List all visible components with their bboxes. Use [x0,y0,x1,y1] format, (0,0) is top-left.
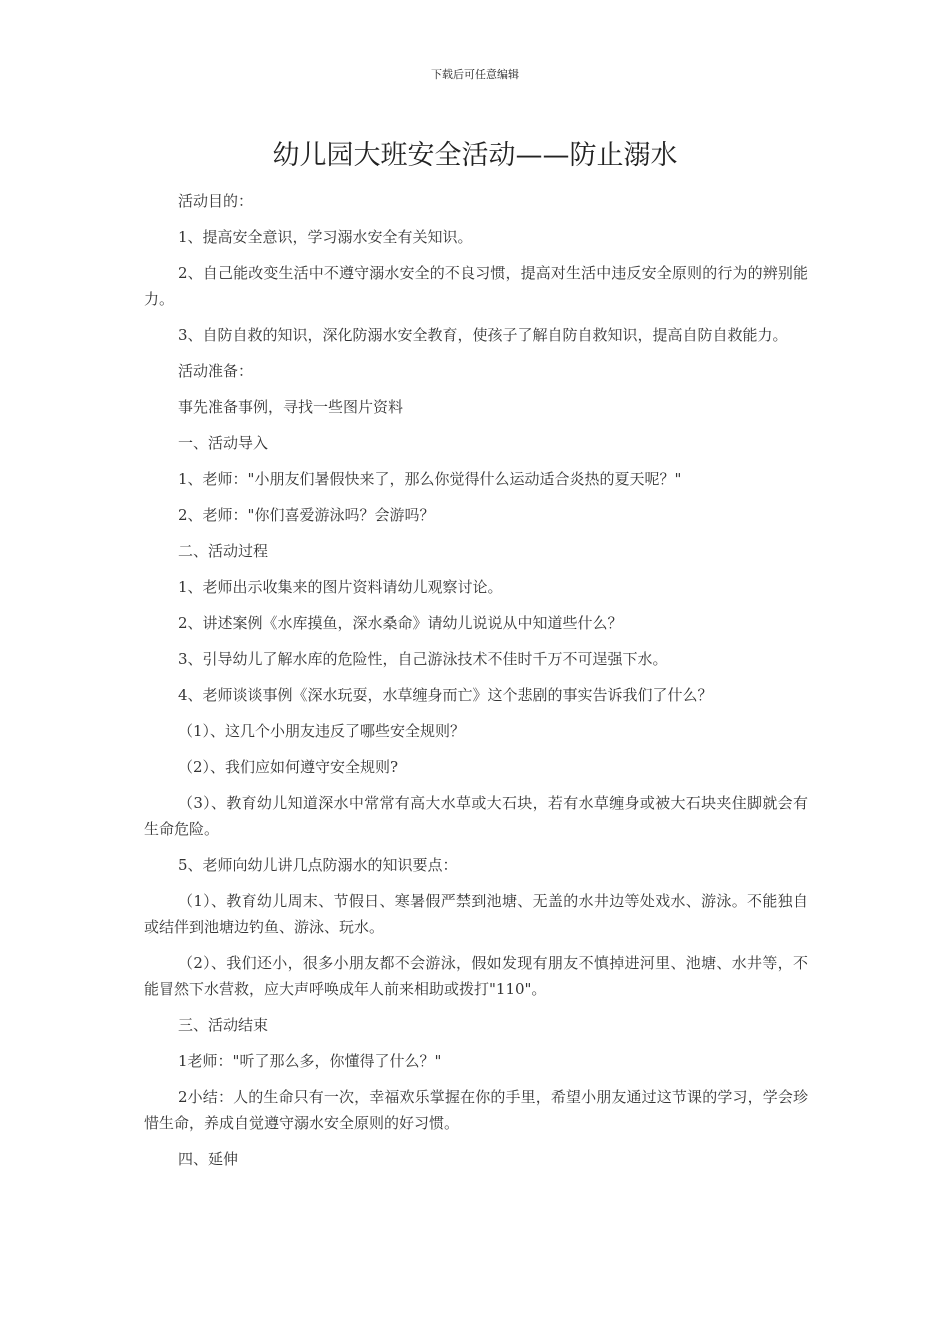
process-subitem-2: （2）、我们应如何遵守安全规则? [178,758,399,776]
document-body [144,188,808,1182]
end-item-2: 2小结：人的生命只有一次，幸福欢乐掌握在你的手里，希望小朋友通过这节课的学习，学会珍惜生命，养成自觉遵守溺水安全原则的好习惯。 [144,1088,808,1132]
section-heading-end: 三、活动结束 [178,1016,269,1034]
preparation-text: 事先准备事例，寻找一些图片资料 [178,398,404,416]
goal-item-2: 2、自己能改变生活中不遵守溺水安全的不良习惯，提高对生活中违反安全原则的行为的辨别能力。 [144,264,808,308]
section-heading-extension: 四、延伸 [178,1150,239,1168]
goal-item-1: 1、提高安全意识，学习溺水安全有关知识。 [178,228,473,246]
process-item-2: 2、讲述案例《水库摸鱼，深水桑命》请幼儿说说从中知道些什么？ [178,614,623,632]
document-title: 幼儿园大班安全活动——防止溺水 [272,140,678,171]
intro-item-2: 2、老师："你们喜爱游泳吗？会游吗？ [178,506,435,524]
safety-point-1: （1）、教育幼儿周末、节假日、寒暑假严禁到池塘、无盖的水井边等处戏水、游泳。不能独自或结伴到池塘边钓鱼、游泳、玩水。 [144,892,808,936]
process-item-3: 3、引导幼儿了解水库的危险性，自己游泳技术不佳时千万不可逞强下水。 [178,650,668,668]
process-subitem-3: （3）、教育幼儿知道深水中常常有高大水草或大石块，若有水草缠身或被大石块夹住脚就会有生命危险。 [144,794,808,838]
header-note: 下载后可任意编辑 [431,68,519,81]
section-heading-intro: 一、活动导入 [178,434,269,452]
end-item-1: 1老师："听了那么多，你懂得了什么？" [178,1052,442,1070]
process-item-1: 1、老师出示收集来的图片资料请幼儿观察讨论。 [178,578,503,596]
intro-item-1: 1、老师："小朋友们暑假快来了，那么你觉得什么运动适合炎热的夏天呢？" [178,470,682,488]
process-item-5: 5、老师向幼儿讲几点防溺水的知识要点： [178,856,458,874]
section-heading-process: 二、活动过程 [178,542,269,560]
goal-item-3: 3、自防自救的知识，深化防溺水安全教育，使孩子了解自防自救知识，提高自防自救能力。 [178,326,788,344]
section-heading-goal: 活动目的： [178,192,254,210]
process-subitem-1: （1）、这几个小朋友违反了哪些安全规则？ [178,722,466,740]
safety-point-2: （2）、我们还小，很多小朋友都不会游泳，假如发现有朋友不慎掉进河里、池塘、水井等，不能冒然下水营救，应大声呼唤成年人前来相助或拨打"110"。 [144,954,808,998]
process-item-4: 4、老师谈谈事例《深水玩耍，水草缠身而亡》这个悲剧的事实告诉我们了什么？ [178,686,713,704]
section-heading-preparation: 活动准备： [178,362,254,380]
